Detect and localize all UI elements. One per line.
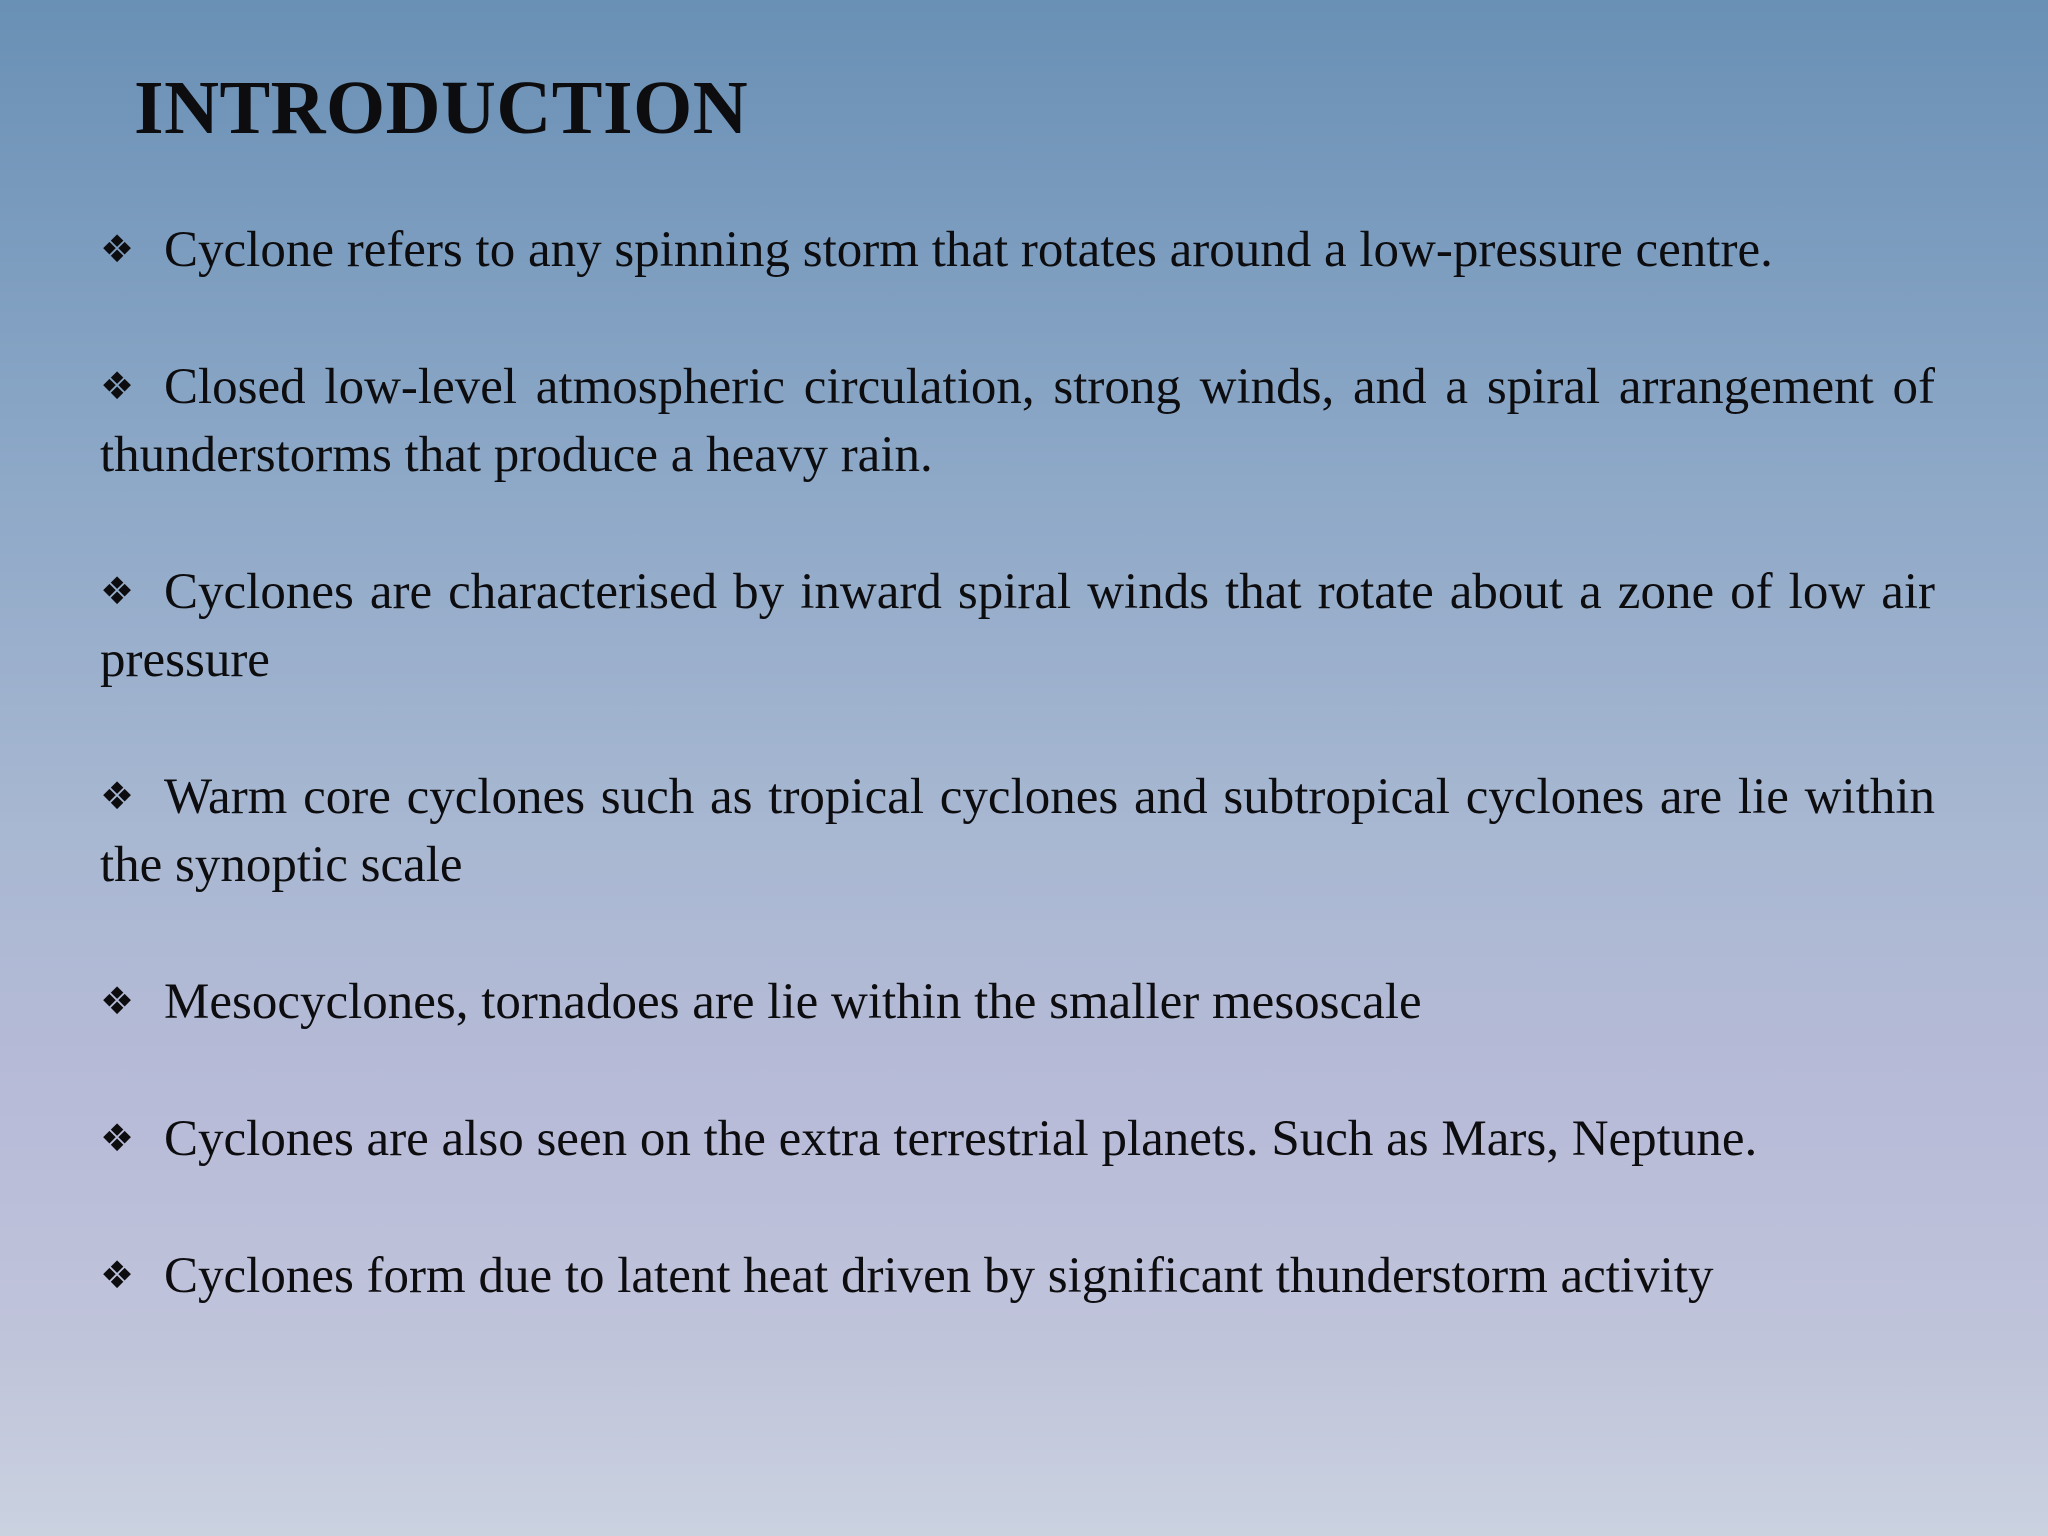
bullet-item [100, 762, 1935, 899]
bullet-list [100, 215, 1935, 1310]
bullet-item [100, 352, 1935, 489]
slide-title: INTRODUCTION [134, 66, 749, 150]
diamond-bullet-icon: ❖ [100, 1253, 135, 1297]
diamond-bullet-icon: ❖ [100, 1116, 135, 1160]
bullet-item [100, 215, 1935, 284]
diamond-bullet-icon: ❖ [100, 774, 135, 818]
bullet-text: Cyclones are characterised by inward spiral winds that rotate about a zone of low air pressure [100, 564, 1935, 688]
bullet-text: Cyclones are also seen on the extra terrestrial planets. Such as Mars, Neptune. [164, 1111, 1758, 1167]
bullet-item [100, 1241, 1935, 1310]
diamond-bullet-icon: ❖ [100, 569, 135, 613]
bullet-text: Cyclones form due to latent heat driven by significant thunderstorm activity [164, 1248, 1714, 1304]
bullet-text: Closed low-level atmospheric circulation, strong winds, and a spiral arrangement of thunderstorms that produce a heavy rain. [100, 359, 1935, 483]
bullet-item [100, 557, 1935, 694]
bullet-text: Mesocyclones, tornadoes are lie within the smaller mesoscale [164, 974, 1422, 1030]
diamond-bullet-icon: ❖ [100, 364, 135, 408]
bullet-text: Cyclone refers to any spinning storm that rotates around a low-pressure centre. [164, 222, 1773, 278]
bullet-text: Warm core cyclones such as tropical cyclones and subtropical cyclones are lie within the synoptic scale [100, 769, 1935, 893]
bullet-item [100, 1104, 1935, 1173]
bullet-item [100, 967, 1935, 1036]
diamond-bullet-icon: ❖ [100, 227, 135, 271]
diamond-bullet-icon: ❖ [100, 979, 135, 1023]
